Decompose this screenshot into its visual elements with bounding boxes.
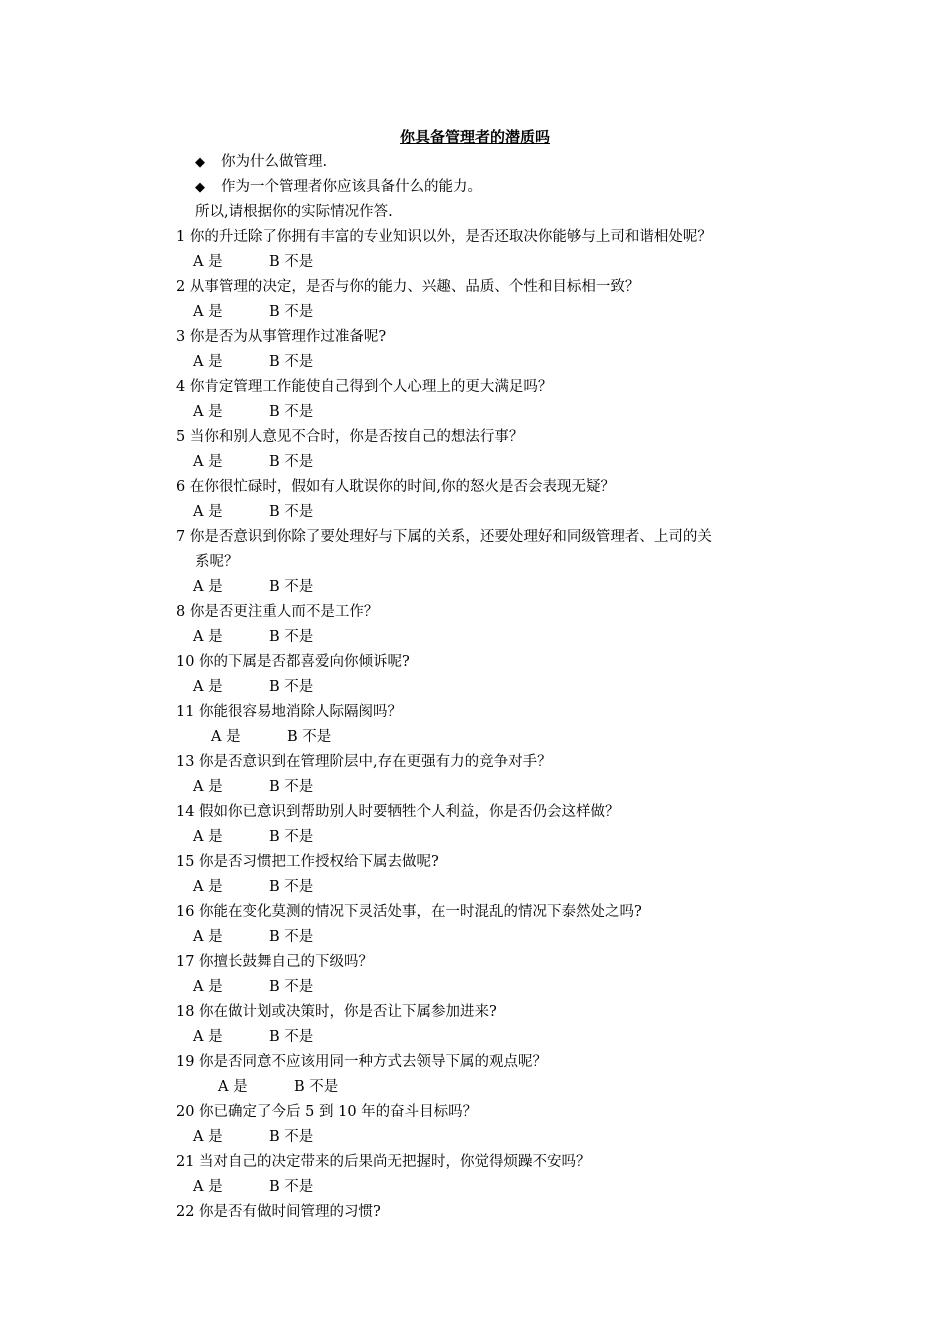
- answer-options: [193, 827, 313, 847]
- option-b: B 不是: [294, 1079, 339, 1095]
- option-b: B 不是: [269, 504, 314, 520]
- question-text: 4 你肯定管理工作能使自己得到个人心理上的更大满足吗？: [176, 379, 553, 395]
- option-a: A 是: [193, 979, 223, 995]
- option-b: B 不是: [269, 1129, 314, 1145]
- question-text: 21 当对自己的决定带来的后果尚无把握时，你觉得烦躁不安吗？: [176, 1154, 591, 1170]
- answer-options: [193, 777, 313, 797]
- answer-options: [193, 927, 313, 947]
- option-b: B 不是: [269, 679, 314, 695]
- question-text: 16 你能在变化莫测的情况下灵活处事，在一时混乱的情况下泰然处之吗?: [176, 904, 642, 920]
- question-text: 8 你是否更注重人而不是工作？: [176, 604, 379, 620]
- option-a: A 是: [193, 254, 223, 270]
- option-a: A 是: [193, 779, 223, 795]
- question-text: 15 你是否习惯把工作授权给下属去做呢?: [176, 854, 439, 870]
- option-b: B 不是: [269, 254, 314, 270]
- option-b: B 不是: [269, 404, 314, 420]
- option-b: B 不是: [287, 729, 332, 745]
- answer-options: [193, 877, 313, 897]
- answer-options: [193, 1027, 313, 1047]
- option-a: A 是: [193, 1129, 223, 1145]
- option-b: B 不是: [269, 829, 314, 845]
- option-b: B 不是: [269, 929, 314, 945]
- question-text: 19 你是否同意不应该用同一种方式去领导下属的观点呢？: [176, 1054, 548, 1070]
- answer-options: [211, 727, 331, 747]
- answer-options: [193, 1177, 313, 1197]
- option-b: B 不是: [269, 629, 314, 645]
- question-text: 14 假如你已意识到帮助别人时要牺牲个人利益，你是否仍会这样做？: [176, 804, 620, 820]
- answer-options: [193, 352, 313, 372]
- option-a: A 是: [193, 829, 223, 845]
- question-text: 18 你在做计划或决策时，你是否让下属参加进来?: [176, 1004, 497, 1020]
- question-text: 22 你是否有做时间管理的习惯?: [176, 1204, 381, 1220]
- answer-options: [193, 677, 313, 697]
- question-text-continued: 系呢？: [195, 554, 239, 570]
- option-b: B 不是: [269, 454, 314, 470]
- option-a: A 是: [193, 929, 223, 945]
- diamond-bullet-icon: ◆: [195, 155, 205, 170]
- answer-options: [193, 502, 313, 522]
- option-a: A 是: [193, 504, 223, 520]
- question-text: 1 你的升迁除了你拥有丰富的专业知识以外，是否还取决你能够与上司和谐相处呢？: [176, 229, 712, 245]
- question-text: 7 你是否意识到你除了要处理好与下属的关系，还要处理好和同级管理者、上司的关: [176, 529, 712, 545]
- option-a: A 是: [218, 1079, 248, 1095]
- option-b: B 不是: [269, 779, 314, 795]
- option-b: B 不是: [269, 304, 314, 320]
- question-text: 20 你已确定了今后 5 到 10 年的奋斗目标吗？: [176, 1104, 478, 1120]
- option-a: A 是: [193, 1179, 223, 1195]
- question-text: 11 你能很容易地消除人际隔阂吗？: [176, 704, 403, 720]
- answer-options: [193, 977, 313, 997]
- answer-options: [218, 1077, 338, 1097]
- option-a: A 是: [193, 879, 223, 895]
- option-b: B 不是: [269, 879, 314, 895]
- intro-text: 所以,请根据你的实际情况作答.: [195, 204, 393, 220]
- bullet-item: ◆ 作为一个管理者你应该具备什么的能力。: [195, 177, 482, 198]
- option-a: A 是: [193, 454, 223, 470]
- option-a: A 是: [193, 354, 223, 370]
- option-b: B 不是: [269, 1179, 314, 1195]
- question-text: 5 当你和别人意见不合时，你是否按自己的想法行事？: [176, 429, 524, 445]
- question-text: 13 你是否意识到在管理阶层中,存在更强有力的竞争对手？: [176, 754, 552, 770]
- answer-options: [193, 627, 313, 647]
- option-b: B 不是: [269, 1029, 314, 1045]
- answer-options: [193, 252, 313, 272]
- option-a: A 是: [193, 404, 223, 420]
- option-a: A 是: [193, 579, 223, 595]
- answer-options: [193, 302, 313, 322]
- question-text: 6 在你很忙碌时，假如有人耽误你的时间,你的怒火是否会表现无疑？: [176, 479, 615, 495]
- option-b: B 不是: [269, 579, 314, 595]
- option-a: A 是: [193, 679, 223, 695]
- bullet-item: ◆ 你为什么做管理.: [195, 152, 327, 173]
- diamond-bullet-icon: ◆: [195, 180, 205, 195]
- question-text: 10 你的下属是否都喜爱向你倾诉呢?: [176, 654, 410, 670]
- question-text: 3 你是否为从事管理作过准备呢?: [176, 329, 387, 345]
- option-a: A 是: [211, 729, 241, 745]
- page-title: 你具备管理者的潜质吗: [399, 128, 550, 146]
- answer-options: [193, 577, 313, 597]
- question-text: 2 从事管理的决定，是否与你的能力、兴趣、品质、个性和目标相一致？: [176, 279, 640, 295]
- answer-options: [193, 402, 313, 422]
- answer-options: [193, 452, 313, 472]
- option-b: B 不是: [269, 354, 314, 370]
- answer-options: [193, 1127, 313, 1147]
- option-a: A 是: [193, 304, 223, 320]
- option-b: B 不是: [269, 979, 314, 995]
- question-text: 17 你擅长鼓舞自己的下级吗？: [176, 954, 374, 970]
- option-a: A 是: [193, 629, 223, 645]
- option-a: A 是: [193, 1029, 223, 1045]
